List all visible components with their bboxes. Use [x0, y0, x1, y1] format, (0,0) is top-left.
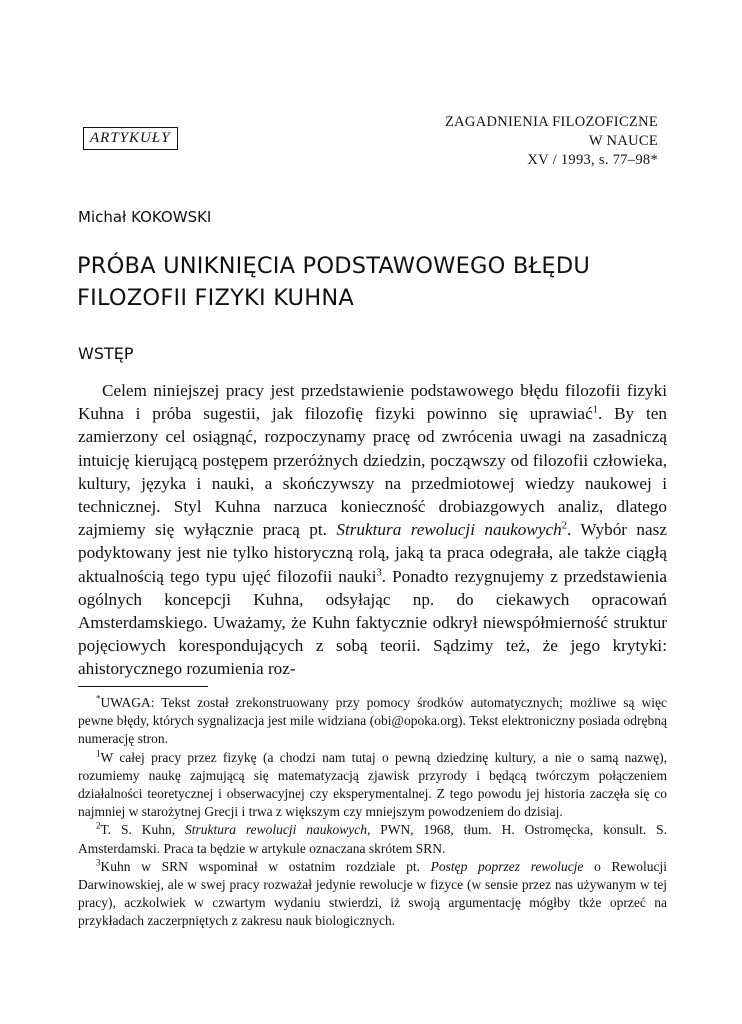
footnote-book-title: Struktura rewolucji naukowych: [184, 822, 367, 838]
body-sentence: Celem niniejszej pracy jest przedstawienie podstawowego błędu filozofii fizyki Kuhna i próba sugestii, jak filozofię fizyki powinno się uprawiać: [78, 381, 667, 424]
footnote-chapter-title: Postęp poprzez rewolucje: [430, 858, 584, 874]
body-sentence: . By ten zamierzony cel osiągnąć, rozpoczynamy pracę od zwrócenia uwagi na zasadniczą intuicję kierującą postępem przeróżnych dziedzin, począwszy od filozofii człowieka, kultury, języka i nauki, a skończywszy na przedmiotowej wiedzy naukowej i technicznej. Styl Kuhna narzuca konieczność drobiazgowych analiz, dlatego zajmiemy się wyłącznie pracą pt.: [78, 404, 667, 540]
footnotes: [78, 694, 667, 931]
footnote-mark: 2: [96, 820, 101, 831]
footnote-divider: [78, 686, 208, 687]
footnote-text: o Rewolucji Darwinowskiej, ale w swej pracy rozważał jedynie rewolucje w fizyce (w sensie przez nas używanym w tej pracy), aczkolwiek w czwartym wydaniu stwierdzi, iż swoją argumentację mógłby tkże oprzeć na przykładach zaczerpniętych z zakresu nauk biologicznych.: [78, 858, 667, 929]
footnote-2: [78, 821, 667, 857]
footnote-ref-1[interactable]: 1: [592, 404, 598, 416]
section-heading: WSTĘP: [78, 344, 134, 363]
body-paragraph: [78, 379, 667, 681]
author-name: Michał KOKOWSKI: [78, 208, 212, 226]
footnote-star: [78, 694, 667, 749]
footnote-text: UWAGA: Tekst został zrekonstruowany przy pomocy środków automatycznych; możliwe są więc pewne błędy, których sygnalizacja jest mile widziana (obi@opoka.org). Tekst elektroniczny posiada odrębną numerację stron.: [78, 695, 667, 747]
book-title: Struktura rewolucji naukowych: [336, 520, 562, 540]
body-text: [78, 379, 667, 681]
footnote-mark: 1: [96, 748, 101, 759]
title-line-1: PRÓBA UNIKNIĘCIA PODSTAWOWEGO BŁĘDU: [77, 253, 591, 279]
footnote-text: W całej pracy przez fizykę (a chodzi nam tutaj o pewną dziedzinę kultury, a nie o samą nazwę), rozumiemy naukę zajmującą się matematyzacją zjawisk przyrody i będącą twórczym połączeniem działalności teoretycznej i obserwacyjnej czy eksperymentalnej. Z tego powodu jej historia zaczęła się co najmniej w starożytnej Grecji i trwa z większym czy mniejszym powodzeniem do dzisiaj.: [78, 749, 667, 820]
title-line-2: FILOZOFII FIZYKI KUHNA: [77, 285, 354, 311]
journal-subtitle: W NAUCE: [588, 133, 658, 149]
journal-name: ZAGADNIENIA FILOZOFICZNE: [445, 114, 658, 130]
footnote-mark: 3: [96, 857, 101, 868]
footnote-3: [78, 858, 667, 931]
footnote-mark: *: [96, 693, 101, 704]
body-sentence: . Ponadto rezygnujemy z przedstawienia ogólnych koncepcji Kuhna, odsyłając np. do ciekawych opracowań Amsterdamskiego. Uważamy, że Kuhn faktycznie odkrył niewspółmierność struktur pojęciowych korespondujących z sobą teorii. Sądzimy też, że jego krytyki: ahistorycznego rozumienia roz-: [78, 566, 667, 679]
journal-issue: XV / 1993, s. 77–98*: [527, 152, 658, 168]
footnote-1: [78, 749, 667, 822]
footnote-text: T. S. Kuhn,: [100, 822, 185, 838]
footnote-text: , PWN, 1968, tłum. H. Ostromęcka, konsult. S. Amsterdamski. Praca ta będzie w artykule oznaczana skrótem SRN.: [78, 822, 667, 856]
footnote-ref-2[interactable]: 2: [561, 520, 567, 532]
article-title: [77, 250, 677, 314]
section-label: ARTYKUŁY: [83, 127, 178, 150]
footnote-ref-3[interactable]: 3: [376, 566, 382, 578]
journal-header: [445, 113, 658, 170]
body-sentence: . Wybór nasz podyktowany jest nie tylko historyczną rolą, jaką ta praca odegrała, ale także ciągłą aktualnością tego typu ujęć filozofii nauki: [78, 520, 667, 586]
footnote-text: Kuhn w SRN wspominał w ostatnim rozdziale pt.: [100, 858, 431, 874]
